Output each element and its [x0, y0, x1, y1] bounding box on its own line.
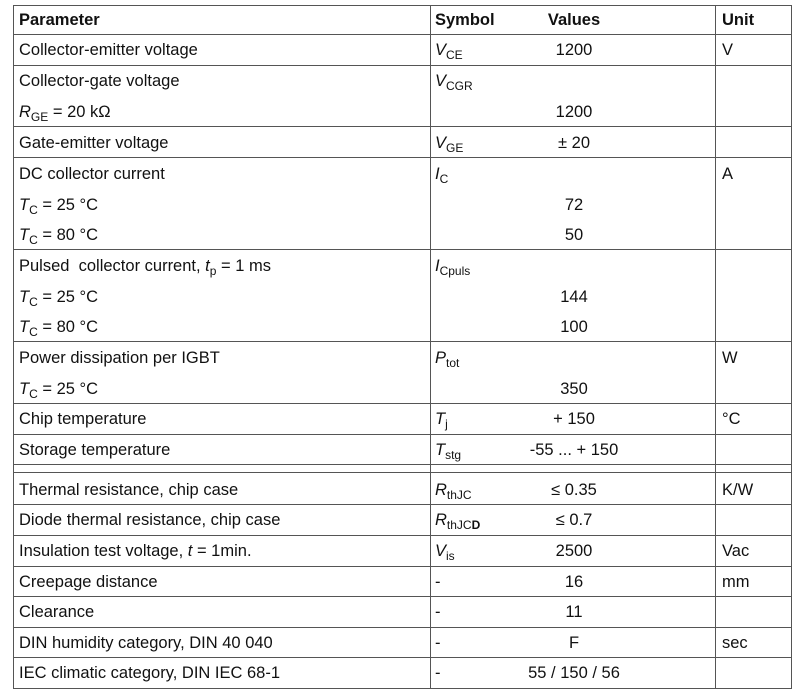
value: ≤ 0.7	[555, 511, 593, 529]
param-label: Storage temperature	[19, 441, 171, 459]
row-divider	[13, 34, 792, 35]
param-label: IEC climatic category, DIN IEC 68-1	[19, 664, 281, 682]
symbol: $R_{thJC}$	[435, 481, 472, 502]
symbol: -	[435, 603, 441, 621]
table-border-top	[13, 5, 792, 6]
symbol: -	[435, 664, 441, 682]
param-label: $T_C = 25$ °C	[19, 380, 99, 401]
param-label: DIN humidity category, DIN 40 040	[19, 634, 273, 652]
unit: mm	[722, 573, 750, 591]
symbol: $T_j$	[435, 410, 448, 431]
row-divider	[13, 464, 792, 465]
row-divider	[13, 249, 792, 250]
row-divider	[13, 472, 792, 473]
row-divider	[13, 504, 792, 505]
row-divider	[13, 434, 792, 435]
row-divider	[13, 596, 792, 597]
value: + 150	[553, 410, 595, 428]
symbol: $I_{Cpuls}$	[435, 257, 471, 278]
symbol: $I_C$	[435, 165, 449, 186]
value: 144	[560, 288, 588, 306]
value: ≤ 0.35	[551, 481, 597, 499]
symbol: $P_{tot}$	[435, 349, 460, 370]
symbol: $V_{is}$	[435, 542, 455, 563]
column-divider	[715, 5, 716, 689]
table-border-right	[791, 5, 792, 689]
value: 50	[564, 226, 584, 244]
value: ± 20	[558, 134, 590, 152]
column-divider	[430, 5, 431, 689]
param-label: Clearance	[19, 603, 95, 621]
symbol: -	[435, 573, 441, 591]
table-border-bottom	[13, 688, 792, 689]
header-values: Values	[547, 11, 601, 29]
param-label: Insulation test voltage, t = 1min.	[19, 542, 252, 560]
param-label: Gate-emitter voltage	[19, 134, 169, 152]
row-divider	[13, 403, 792, 404]
value: 1200	[555, 103, 593, 121]
table-border-left	[13, 5, 14, 689]
row-divider	[13, 341, 792, 342]
symbol: $V_{GE}$	[435, 134, 464, 155]
value: 55 / 150 / 56	[528, 664, 620, 682]
symbol: $V_{CGR}$	[435, 72, 473, 93]
unit: V	[722, 41, 734, 59]
param-label: Collector-gate voltage	[19, 72, 180, 90]
param-label: $T_C = 25$ °C	[19, 288, 99, 309]
row-divider	[13, 65, 792, 66]
param-label: $T_C = 25$ °C	[19, 196, 99, 217]
value: 72	[564, 196, 584, 214]
row-divider	[13, 157, 792, 158]
unit: sec	[722, 634, 748, 652]
param-label: Pulsed collector current, $t_p = 1$ ms	[19, 257, 272, 278]
value: -55 ... + 150	[529, 441, 619, 459]
row-divider	[13, 126, 792, 127]
symbol: -	[435, 634, 441, 652]
parameter-table	[13, 5, 792, 689]
header-parameter: Parameter	[19, 11, 100, 29]
param-label: Chip temperature	[19, 410, 147, 428]
value: 350	[560, 380, 588, 398]
header-unit: Unit	[722, 11, 755, 29]
unit: A	[722, 165, 734, 183]
header-symbol: Symbol	[435, 11, 495, 29]
symbol: $R_{thJCD}$	[435, 511, 481, 532]
param-label: $R_{GE} = 20$ kΩ	[19, 103, 111, 124]
param-label: DC collector current	[19, 165, 165, 183]
symbol: $V_{CE}$	[435, 41, 463, 62]
row-divider	[13, 627, 792, 628]
param-label: $T_C = 80$ °C	[19, 226, 99, 247]
row-divider	[13, 535, 792, 536]
value: 100	[560, 318, 588, 336]
param-label: Power dissipation per IGBT	[19, 349, 220, 367]
param-label: Diode thermal resistance, chip case	[19, 511, 281, 529]
param-label: Creepage distance	[19, 573, 158, 591]
row-divider	[13, 657, 792, 658]
unit: Vac	[722, 542, 750, 560]
param-label: Collector-emitter voltage	[19, 41, 198, 59]
unit: W	[722, 349, 738, 367]
unit: K/W	[722, 481, 754, 499]
symbol: $T_{stg}$	[435, 441, 462, 462]
value: 16	[564, 573, 584, 591]
unit: °C	[722, 410, 741, 428]
value: 2500	[555, 542, 593, 560]
row-divider	[13, 566, 792, 567]
param-label: $T_C = 80$ °C	[19, 318, 99, 339]
value: F	[568, 634, 580, 652]
value: 11	[565, 603, 583, 621]
value: 1200	[555, 41, 593, 59]
param-label: Thermal resistance, chip case	[19, 481, 239, 499]
